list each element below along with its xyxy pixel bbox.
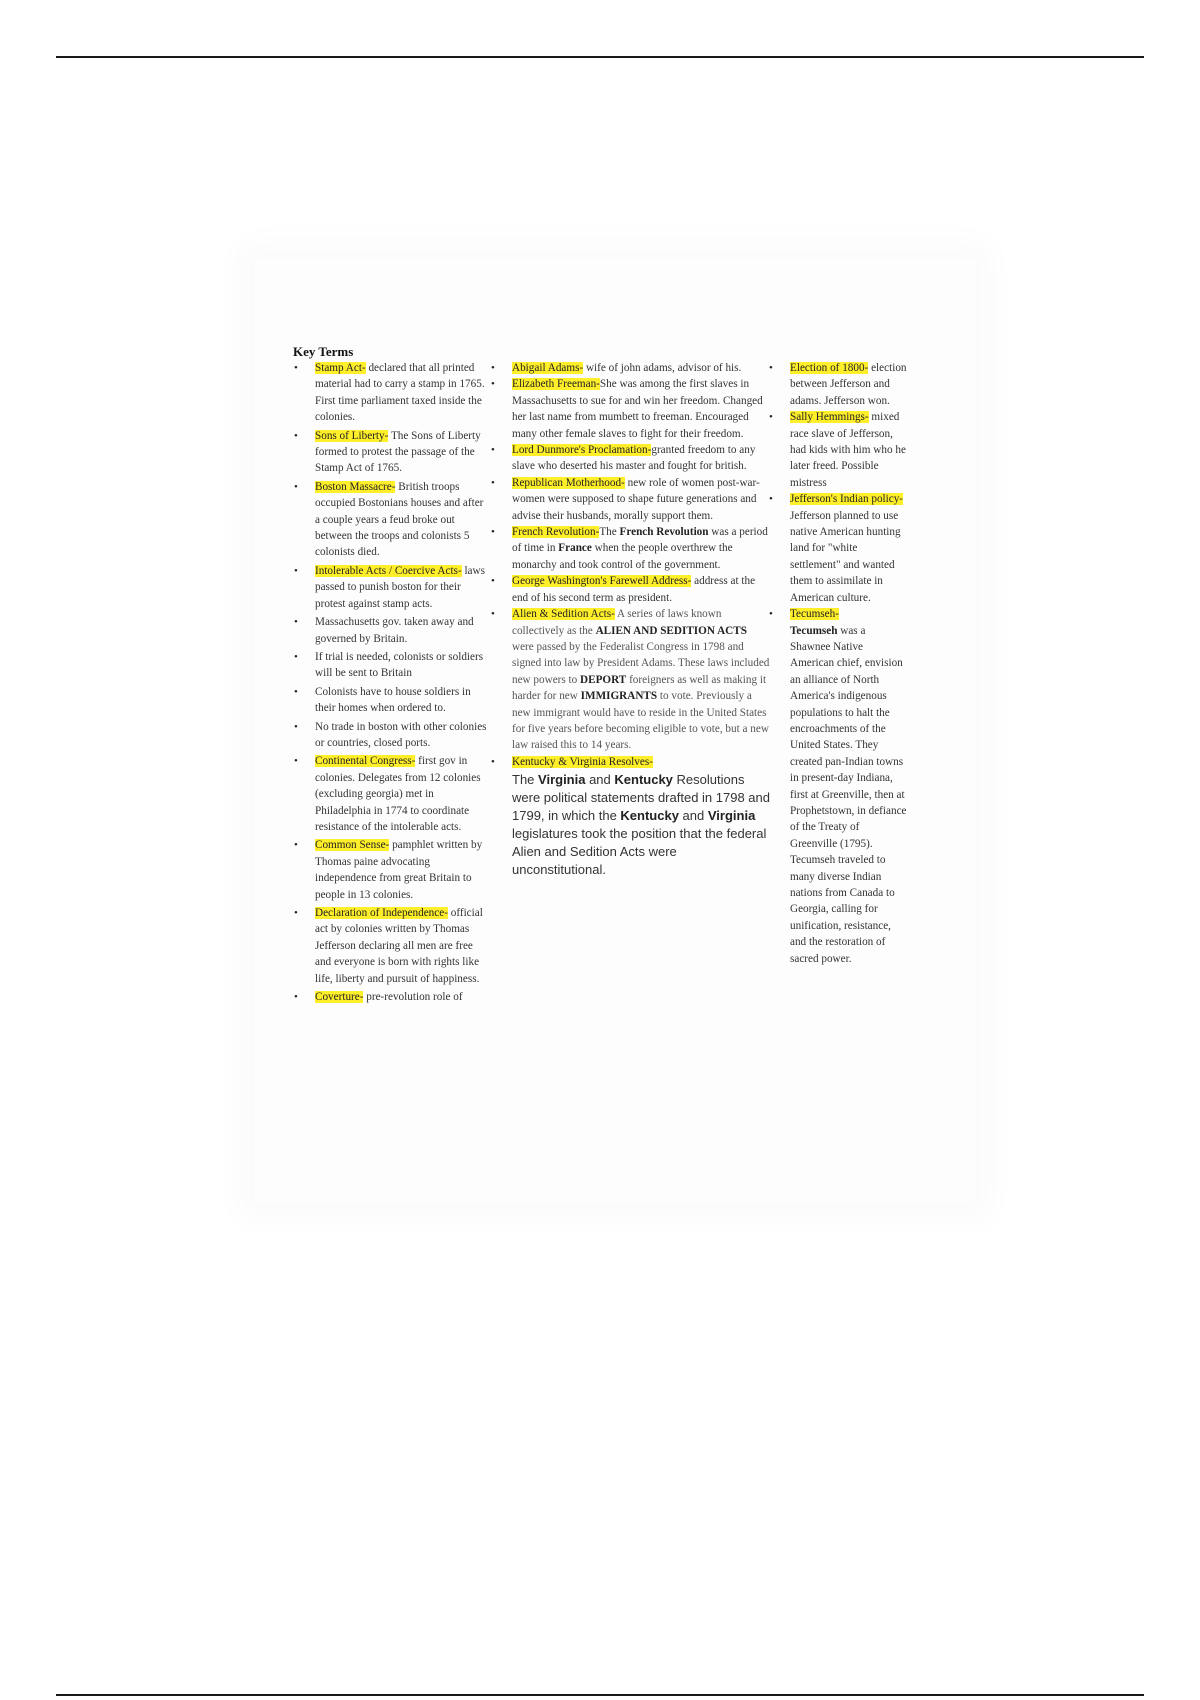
term-description: laws passed to punish boston for their protest against stamp acts. (315, 564, 485, 610)
list-item (490, 606, 770, 754)
term-highlight: Declaration of Independence- (315, 907, 448, 919)
list-item (293, 428, 488, 477)
bottom-rule (56, 1694, 1144, 1696)
list-item (490, 573, 770, 606)
list-item (768, 491, 908, 606)
term-highlight: Coverture- (315, 991, 364, 1004)
text-run: were passed by the Federalist Congress in 1798 and signed into law by President Adams. These laws included new powers to (512, 640, 770, 686)
text-run: The (599, 526, 620, 539)
text-run: foreigners as well as making it harder for new (512, 673, 767, 703)
text-run: when the people overthrew the monarchy and took control of the government. (512, 542, 733, 571)
bold-run: Kentucky (614, 772, 673, 788)
item-text: Colonists have to house soldiers in their homes when ordered to. (315, 685, 471, 715)
list-item (293, 563, 488, 612)
list-item (490, 360, 770, 376)
term-description: official act by colonies written by Thomas Jefferson declaring all men are free and everyone is born with rights like life, liberty and pursuit of happiness. (315, 907, 483, 985)
text-run: and (585, 772, 615, 788)
term-highlight: Abigail Adams- (512, 362, 584, 374)
term-highlight: Boston Massacre- (315, 480, 396, 493)
text-run: to vote. Previously a new immigrant would have to reside in the United States for five years before becoming eligible to vote, but a new law raised this to 14 years. (512, 690, 769, 752)
list-item (293, 684, 488, 717)
list-item (490, 442, 770, 475)
term-highlight: Continental Congress- (315, 755, 416, 768)
term-highlight: Tecumseh- (790, 608, 839, 621)
column-middle (490, 360, 770, 879)
list-item (293, 989, 488, 1005)
page-title: Key Terms (293, 344, 354, 359)
list-item (490, 475, 770, 524)
list-item (490, 754, 770, 879)
list-item (293, 905, 488, 987)
list-item (768, 409, 908, 491)
term-highlight: Common Sense- (315, 839, 390, 852)
term-highlight: Lord Dunmore's Proclamation- (512, 444, 652, 457)
term-highlight: Republican Motherhood- (512, 476, 625, 489)
text-run: was a Shawnee Native American chief, envision an alliance of North America's indigenous populations to halt the encroachments of the United States. They created pan-Indian towns in present-day Indiana, first at Greenville, then at Prophetstown, in defiance of the Treaty of Greenville (1795). Tecumseh traveled to many diverse Indian nations from Canada to Georgia, calling for unification, resistance, and the restoration of sacred power. (790, 624, 907, 965)
column-left (293, 360, 488, 1007)
term-description: She was among the first slaves in Massachusetts to sue for and win her freedom. Changed her last name from mumbett to freeman. Encouraged many other female slaves to fight for their freedom. (512, 378, 763, 440)
bold-run: IMMIGRANTS (580, 690, 658, 703)
list-item (293, 360, 488, 426)
term-highlight: Election of 1800- (790, 362, 869, 374)
term-highlight: Stamp Act- (315, 362, 366, 374)
term-description: granted freedom to any slave who deserted his master and fought for british. (512, 444, 756, 473)
text-run: Resolutions were political statements drafted in 1798 and 1799, in which the (512, 772, 770, 824)
list-item (293, 753, 488, 835)
term-highlight: Intolerable Acts / Coercive Acts- (315, 564, 462, 577)
text-run: The (512, 772, 539, 788)
list-item (490, 376, 770, 442)
list-item (490, 524, 770, 573)
term-description: wife of john adams, advisor of his. (583, 362, 742, 374)
term-description: mixed race slave of Jefferson, had kids with him who he later freed. Possible mistress (790, 411, 906, 489)
term-highlight: George Washington's Farewell Address- (512, 575, 692, 588)
term-highlight: Sons of Liberty- (315, 429, 389, 442)
item-text: Massachusetts gov. taken away and governed by Britain. (315, 616, 474, 645)
list-item (293, 614, 488, 647)
list-item (293, 479, 488, 561)
term-description: Jefferson planned to use native American hunting land for "white settlement" and wanted them to assimilate in American culture. (790, 509, 901, 604)
term-highlight: Jefferson's Indian policy- (790, 493, 904, 506)
term-description: address at the end of his second term as president. (512, 575, 756, 604)
term-highlight: Kentucky & Virginia Resolves- (512, 755, 653, 768)
bold-run: Kentucky (620, 808, 679, 824)
bold-run: DEPORT (580, 673, 627, 686)
list-item (293, 719, 488, 752)
text-run: legislatures took the position that the federal Alien and Sedition Acts were unconstitutional. (512, 826, 767, 878)
term-description: new role of women post-war- women were supposed to shape future generations and advise their husbands, morally support them. (512, 476, 760, 522)
bold-run: France (558, 542, 592, 555)
text-run: was a period of time in (512, 526, 768, 555)
top-rule (56, 56, 1144, 58)
term-description: declared that all printed material had to carry a stamp in 1765. First time parliament taxed inside the colonies. (315, 362, 485, 424)
term-highlight: Elizabeth Freeman- (512, 378, 600, 391)
resolutions-paragraph (512, 771, 770, 879)
bold-run: Tecumseh (790, 624, 838, 637)
term-description: pamphlet written by Thomas paine advocating independence from great Britain to people in 13 colonies. (315, 839, 483, 901)
list-item (293, 837, 488, 903)
list-item (768, 606, 908, 967)
term-description: The Sons of Liberty formed to protest the passage of the Stamp Act of 1765. (315, 429, 481, 475)
item-text: No trade in boston with other colonies or countries, closed ports. (315, 720, 487, 749)
term-highlight: Alien & Sedition Acts- (512, 608, 615, 621)
bold-run: Virginia (707, 808, 756, 824)
text-run: and (678, 808, 708, 824)
item-text: If trial is needed, colonists or soldiers will be sent to Britain (315, 650, 484, 680)
term-description: first gov in colonies. Delegates from 12 colonies (excluding georgia) met in Philadelphia in 1774 to coordinate resistance of the intolerable acts. (315, 755, 481, 833)
term-description: pre-revolution role of (363, 991, 463, 1004)
column-right (768, 360, 908, 967)
term-highlight: French Revolution- (512, 526, 600, 539)
list-item (768, 360, 908, 409)
bold-run: Virginia (538, 772, 586, 788)
text-run: A series of laws known collectively as the (512, 608, 722, 637)
term-description: British troops occupied Bostonians houses and after a couple years a feud broke out between the troops and colonists 5 colonists died. (315, 480, 484, 559)
term-description: election between Jefferson and adams. Jefferson won. (790, 362, 907, 407)
bold-run: ALIEN AND SEDITION ACTS (595, 624, 747, 637)
term-highlight: Sally Hemmings- (790, 411, 869, 424)
list-item (293, 649, 488, 682)
bold-run: French Revolution (619, 526, 709, 539)
